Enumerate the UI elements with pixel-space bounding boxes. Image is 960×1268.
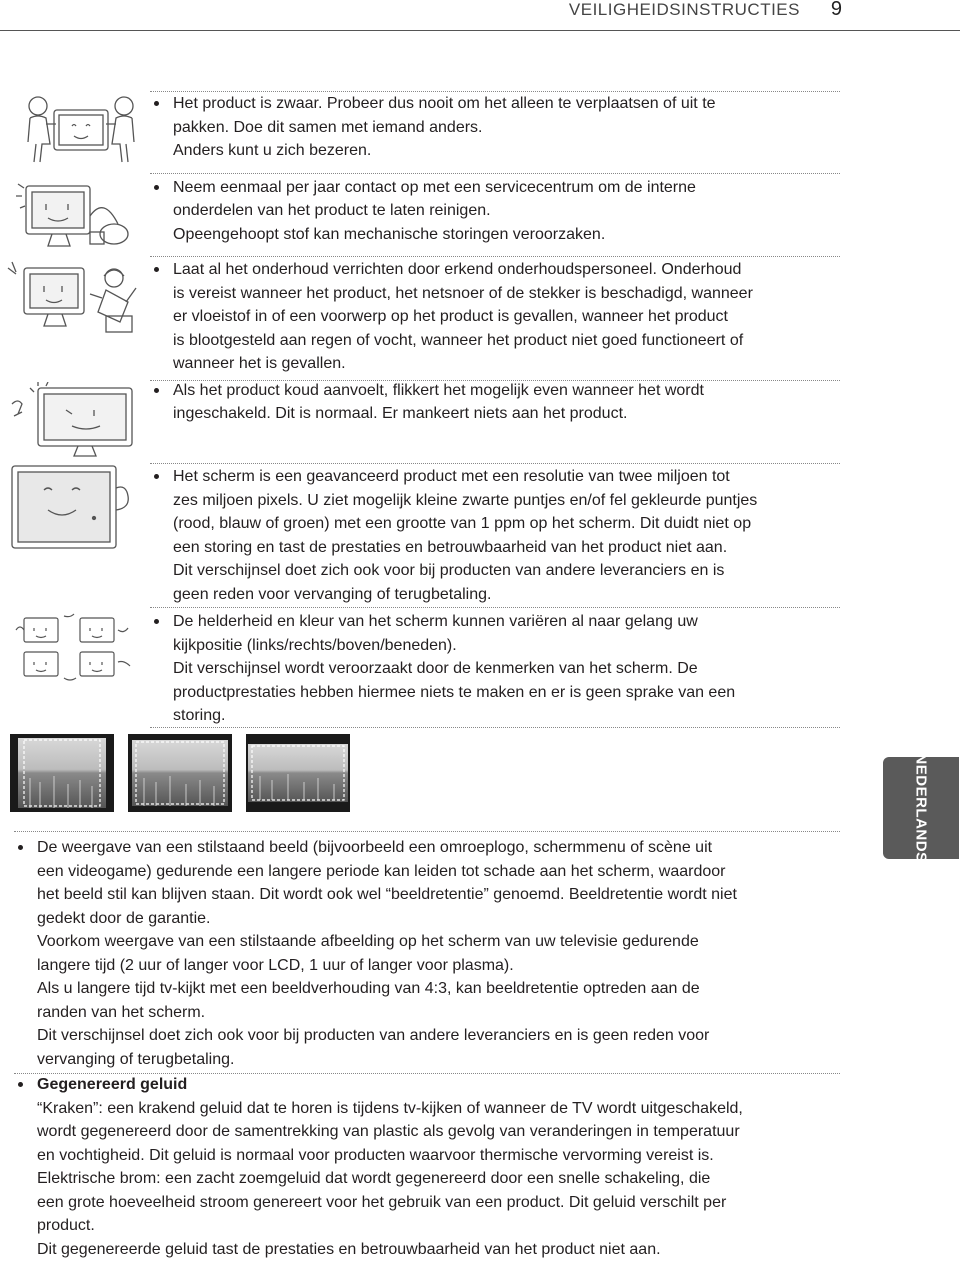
retention-noise-bullet-list — [14, 836, 854, 1261]
text-line: Dit verschijnsel wordt veroorzaakt door de kenmerken van het scherm. De — [173, 660, 698, 677]
image-retention-photos — [10, 734, 352, 814]
text-line: Anders kunt u zich bezeren. — [173, 142, 372, 159]
text-line: De helderheid en kleur van het scherm kunnen variëren al naar gelang uw — [173, 613, 698, 630]
text-line: en vochtigheid. Dit geluid is normaal voor producten waarvoor thermische vervorming vereist is. — [37, 1146, 714, 1164]
bullet-item — [150, 465, 850, 606]
bullet-item — [150, 176, 850, 247]
text-line: Dit verschijnsel doet zich ook voor bij producten van andere leveranciers en is — [173, 562, 725, 579]
text-line: Als het product koud aanvoelt, flikkert het mogelijk even wanneer het wordt — [173, 381, 704, 399]
page-number: 9 — [830, 0, 842, 20]
text-line: onderdelen van het product te laten reinigen. — [173, 202, 491, 219]
text-line: langere tijd (2 uur of langer voor LCD, 1 uur of langer voor plasma). — [37, 956, 514, 974]
two-people-carrying-tv-illustration — [22, 92, 140, 164]
text-line: wordt gegenereerd door de samentrekking van plastic als gevolg van veranderingen in temperatuur — [37, 1123, 740, 1140]
smiling-tv-illustration — [8, 462, 130, 560]
text-line: is vereist wanneer het product, het netsnoer of de stekker is beschadigd, wanneer — [173, 284, 753, 302]
text-line: het beeld stil kan blijven staan. Dit wordt ook wel “beeldretentie” genoemd. Beeldretentie wordt niet — [37, 886, 737, 903]
bullet-item — [14, 836, 854, 1071]
text-line: pakken. Doe dit samen met iemand anders. — [173, 118, 483, 136]
text-line: De weergave van een stilstaand beeld (bijvoorbeeld een omroeplogo, schermmenu of scène uit — [37, 839, 713, 856]
text-line: wanneer het is gevallen. — [173, 355, 346, 372]
running-header-title: VEILIGHEIDSINSTRUCTIES — [568, 0, 800, 19]
text-line: Neem eenmaal per jaar contact op met een servicecentrum om de interne — [173, 178, 696, 196]
text-line: Het scherm is een geavanceerd product met een resolutie van twee miljoen tot — [173, 468, 730, 485]
text-line: ingeschakeld. Dit is normaal. Er mankeert niets aan het product. — [173, 405, 628, 422]
maintenance-bullet-list — [150, 92, 850, 426]
tv-repair-technician-illustration — [6, 258, 144, 342]
text-line: product. — [37, 1217, 95, 1234]
text-line: Als u langere tijd tv-kijkt met een beeldverhouding van 4:3, kan beeldretentie optreden aan de — [37, 980, 700, 997]
text-line: er vloeistof in of een voorwerp op het product is gevallen, wanneer het product — [173, 308, 728, 325]
text-line: (rood, blauw of groen) met een grootte van 1 ppm op het scherm. Dit duidt niet op — [173, 515, 752, 532]
text-line: geen reden voor vervanging of terugbetaling. — [173, 585, 492, 603]
text-line: Het product is zwaar. Probeer dus nooit om het alleen te verplaatsen of uit te — [173, 95, 716, 112]
text-line: storing. — [173, 707, 226, 724]
bullet-item — [150, 379, 850, 426]
text-line: kijkpositie (links/rechts/boven/beneden). — [173, 636, 457, 654]
language-tab-label: NEDERLANDS — [912, 753, 930, 863]
bullet-item — [150, 92, 850, 163]
tv-cleaning-illustration — [14, 176, 134, 254]
text-line: Laat al het onderhoud verrichten door erkend onderhoudspersoneel. Onderhoud — [173, 261, 742, 278]
text-line: is blootgesteld aan regen of vocht, wanneer het product niet goed functioneert of — [173, 331, 744, 349]
text-line: Dit verschijnsel doet zich ook voor bij producten van andere leveranciers en is geen reden voor — [37, 1027, 710, 1044]
language-side-tab — [883, 753, 959, 863]
text-line: Voorkom weergave van een stilstaande afbeelding op het scherm van uw televisie gedurende — [37, 933, 699, 950]
separator — [14, 831, 840, 832]
separator — [150, 463, 840, 464]
noise-heading: Gegenereerd geluid — [37, 1076, 188, 1093]
screen-bullet-list — [150, 465, 850, 728]
bullet-item — [14, 1073, 854, 1261]
text-line: zes miljoen pixels. U ziet mogelijk kleine zwarte puntjes en/of fel gekleurde puntjes — [173, 491, 758, 509]
text-line: randen van het scherm. — [37, 1003, 206, 1021]
bullet-item — [150, 258, 850, 376]
text-line: een grote hoeveelheid stroom genereert voor het gebruik van een product. Dit geluid verschilt per — [37, 1193, 727, 1211]
text-line: Opeengehoopt stof kan mechanische storingen veroorzaken. — [173, 225, 606, 243]
viewing-angle-tvs-illustration — [14, 612, 136, 686]
header-rule — [0, 30, 960, 31]
bullet-item — [150, 610, 850, 728]
text-line: een storing en tast de prestaties en betrouwbaarheid van het product niet aan. — [173, 538, 728, 556]
text-line: productprestaties hebben hiermee niets te maken en er is geen sprake van een — [173, 683, 736, 701]
text-line: gedekt door de garantie. — [37, 909, 211, 927]
text-line: Elektrische brom: een zacht zoemgeluid dat wordt gegenereerd door een snelle schakeling, die — [37, 1170, 711, 1187]
tv-flicker-illustration — [8, 382, 138, 460]
text-line: een videogame) gedurende een langere periode kan leiden tot schade aan het scherm, waardoor — [37, 862, 726, 880]
text-line: Dit gegenereerde geluid tast de prestaties en betrouwbaarheid van het product niet aan. — [37, 1240, 661, 1258]
text-line: vervanging of terugbetaling. — [37, 1050, 235, 1068]
text-line: “Kraken”: een krakend geluid dat te horen is tijdens tv-kijken of wanneer de TV wordt uitgeschakeld, — [37, 1099, 743, 1117]
